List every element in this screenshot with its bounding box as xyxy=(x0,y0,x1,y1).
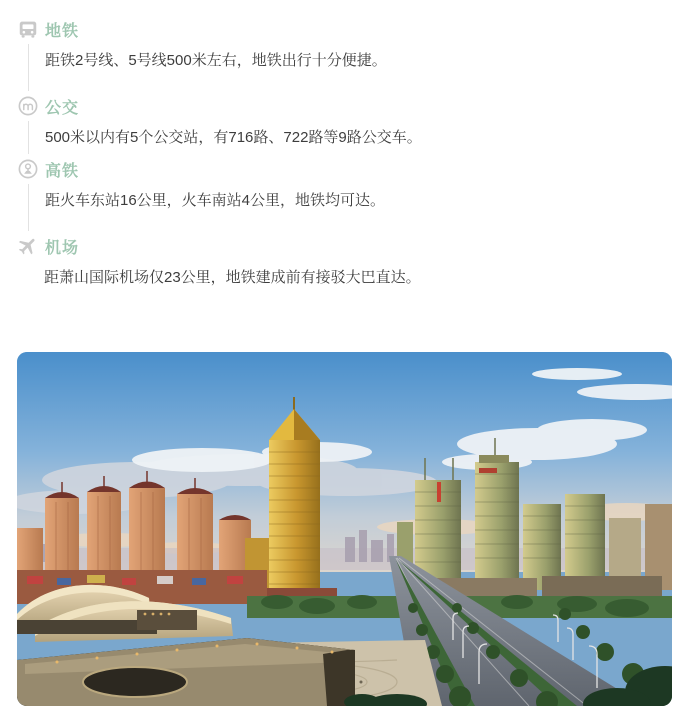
section-bus xyxy=(17,95,672,154)
china-railway-icon xyxy=(17,158,39,180)
section-bus-body xyxy=(28,121,672,154)
bus-front-icon xyxy=(17,18,39,40)
section-airport-title: 机场 xyxy=(45,239,80,257)
section-metro xyxy=(17,18,672,91)
section-rail-title: 高铁 xyxy=(45,162,80,180)
section-airport-body xyxy=(28,261,672,288)
section-bus-header xyxy=(17,95,672,117)
section-rail xyxy=(17,158,672,231)
section-rail-body xyxy=(28,184,672,231)
city-skyline-photo xyxy=(17,352,672,706)
section-metro-body xyxy=(28,44,672,91)
section-airport-header xyxy=(17,235,672,257)
section-rail-text: 距火车东站16公里，火车南站4公里，地铁均可达。 xyxy=(45,192,386,209)
section-airport-text: 距萧山国际机场仅23公里，地铁建成前有接驳大巴直达。 xyxy=(44,269,421,286)
section-metro-text: 距铁2号线、5号线500米左右，地铁出行十分便捷。 xyxy=(45,52,387,69)
metro-m-circle-icon xyxy=(17,95,39,117)
airplane-icon xyxy=(17,235,39,257)
section-bus-text: 500米以内有5个公交站，有716路、722路等9路公交车。 xyxy=(45,129,422,146)
section-metro-title: 地铁 xyxy=(45,22,80,40)
section-bus-title: 公交 xyxy=(45,99,80,117)
section-rail-header xyxy=(17,158,672,180)
section-airport xyxy=(17,235,672,288)
section-metro-header xyxy=(17,18,672,40)
